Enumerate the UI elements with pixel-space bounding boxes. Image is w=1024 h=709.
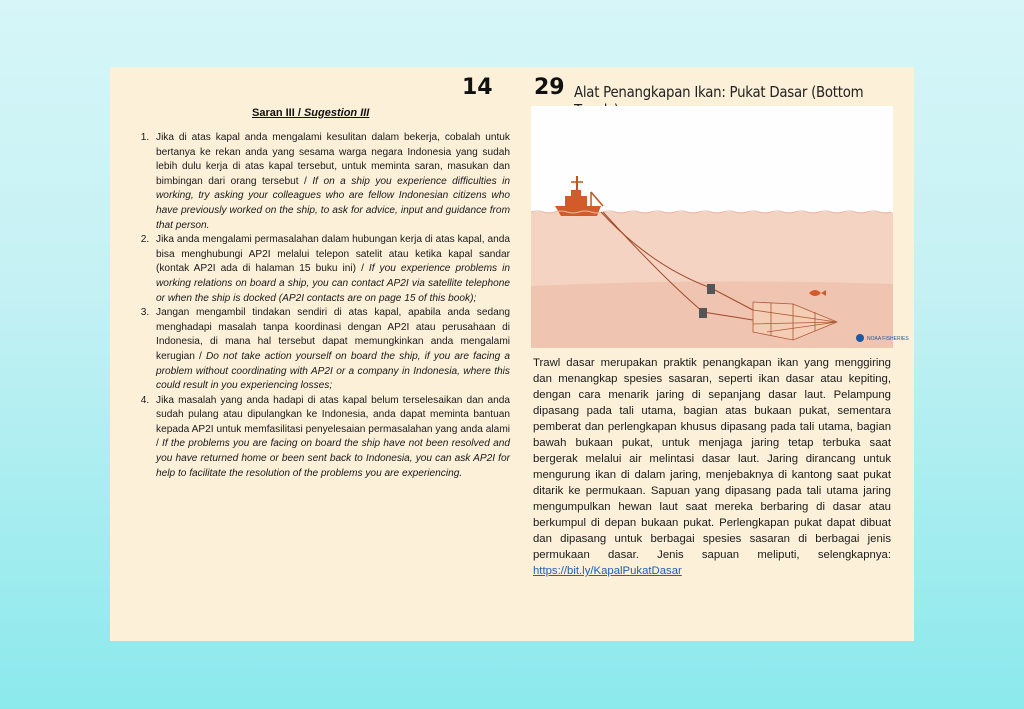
advice-list xyxy=(130,131,510,481)
list-item: 3. Jangan mengambil tindakan sendiri di atas kapal, apabila anda sedang menghadapi masalah tanpa koordinasi dengan AP2I atau perusahaan di Indonesia, di mana hal tersebut dapat memungkinkan anda mengalami kerugian / Do not take action yourself on board the ship, if you are facing a problem without coordinating with AP2I or a company in Indonesia, where this could result in you experiencing losses; xyxy=(152,306,510,394)
more-info-link[interactable]: https://bit.ly/KapalPukatDasar xyxy=(533,565,682,577)
section-heading xyxy=(252,107,369,119)
list-item: 1. Jika di atas kapal anda mengalami kesulitan dalam bekerja, cobalah untuk bertanya ke rekan anda yang sesama warga negara Indonesia yang sudah lebih dulu kerja di atas kapal tersebut, untuk meminta saran, masukan dan bimbingan dari orang tersebut / If on a ship you experience difficulties in working, try asking your colleagues who are fellow Indonesian citizens who have previously worked on the ship, to ask for advice, input and guidance from that person. xyxy=(152,131,510,233)
svg-text:NOAA FISHERIES: NOAA FISHERIES xyxy=(867,336,909,342)
heading-en: Sugestion III xyxy=(303,107,370,119)
booklet-spread xyxy=(110,67,914,641)
otter-board-bottom xyxy=(699,308,707,318)
bottom-trawl-illustration xyxy=(531,106,909,348)
trawl-description: Trawl dasar merupakan praktik penangkapan ikan yang menggiring dan menangkap spesies sasaran, seperti ikan dasar atau kepiting, dengan cara menarik jaring di sepanjang dasar laut. Pelampung dipasang pada tali utama, bagian atas bukaan pukat, sementara pemberat dan perlengkapan khusus dipasang pada tali utama, bagian bawah bukaan pukat, untuk menjaga jaring tetap terbuka saat bergerak melalui air melintasi dasar laut. Jaring dirancang untuk mengurung ikan di dalam jaring, menjebaknya di kantong saat pukat ditarik ke permukaan. Sapuan yang dipasang pada tali utama jaring mengumpulkan hewan laut saat mereka berbaring di dasar atau berkumpul di depan bukaan pukat. Perlengkapan pukat dapat dibuat dan dipasang untuk berbagai spesies sasaran di berbagai jenis permukaan dasar. Jenis sapuan meliputi, selengkapnya: https://bit.ly/KapalPukatDasar xyxy=(533,357,891,577)
list-item: 2. Jika anda mengalami permasalahan dalam hubungan kerja di atas kapal, anda bisa menghubungi AP2I melalui telepon satelit atau ketika kapal sandar (kontak AP2I ada di halaman 15 buku ini) / If you experience problems in working relations on board a ship, you can contact AP2I via satellite telephone or when the ship is docked (AP2I contacts are on page 15 of this book); xyxy=(152,233,510,306)
page-title: Alat Penangkapan Ikan: Pukat Dasar (Bottom xyxy=(574,83,864,101)
heading-id: Saran III / xyxy=(252,107,304,119)
page-number-right: 29 xyxy=(534,75,565,100)
page-number-left: 14 xyxy=(462,75,493,100)
trawl-diagram xyxy=(531,106,909,348)
list-item: 4. Jika masalah yang anda hadapi di atas kapal belum terselesaikan dan anda sudah pulang atau dipulangkan ke Indonesia, anda dapat meminta bantuan kepada AP2I untuk memfasilitasi penyelesaian permasalahan yang anda alami / If the problems you are facing on board the ship have not been resolved and you have returned home or been sent back to Indonesia, you can ask AP2I for help to facilitate the resolution of the problems you are experiencing. xyxy=(152,394,510,482)
otter-board-top xyxy=(707,284,715,294)
